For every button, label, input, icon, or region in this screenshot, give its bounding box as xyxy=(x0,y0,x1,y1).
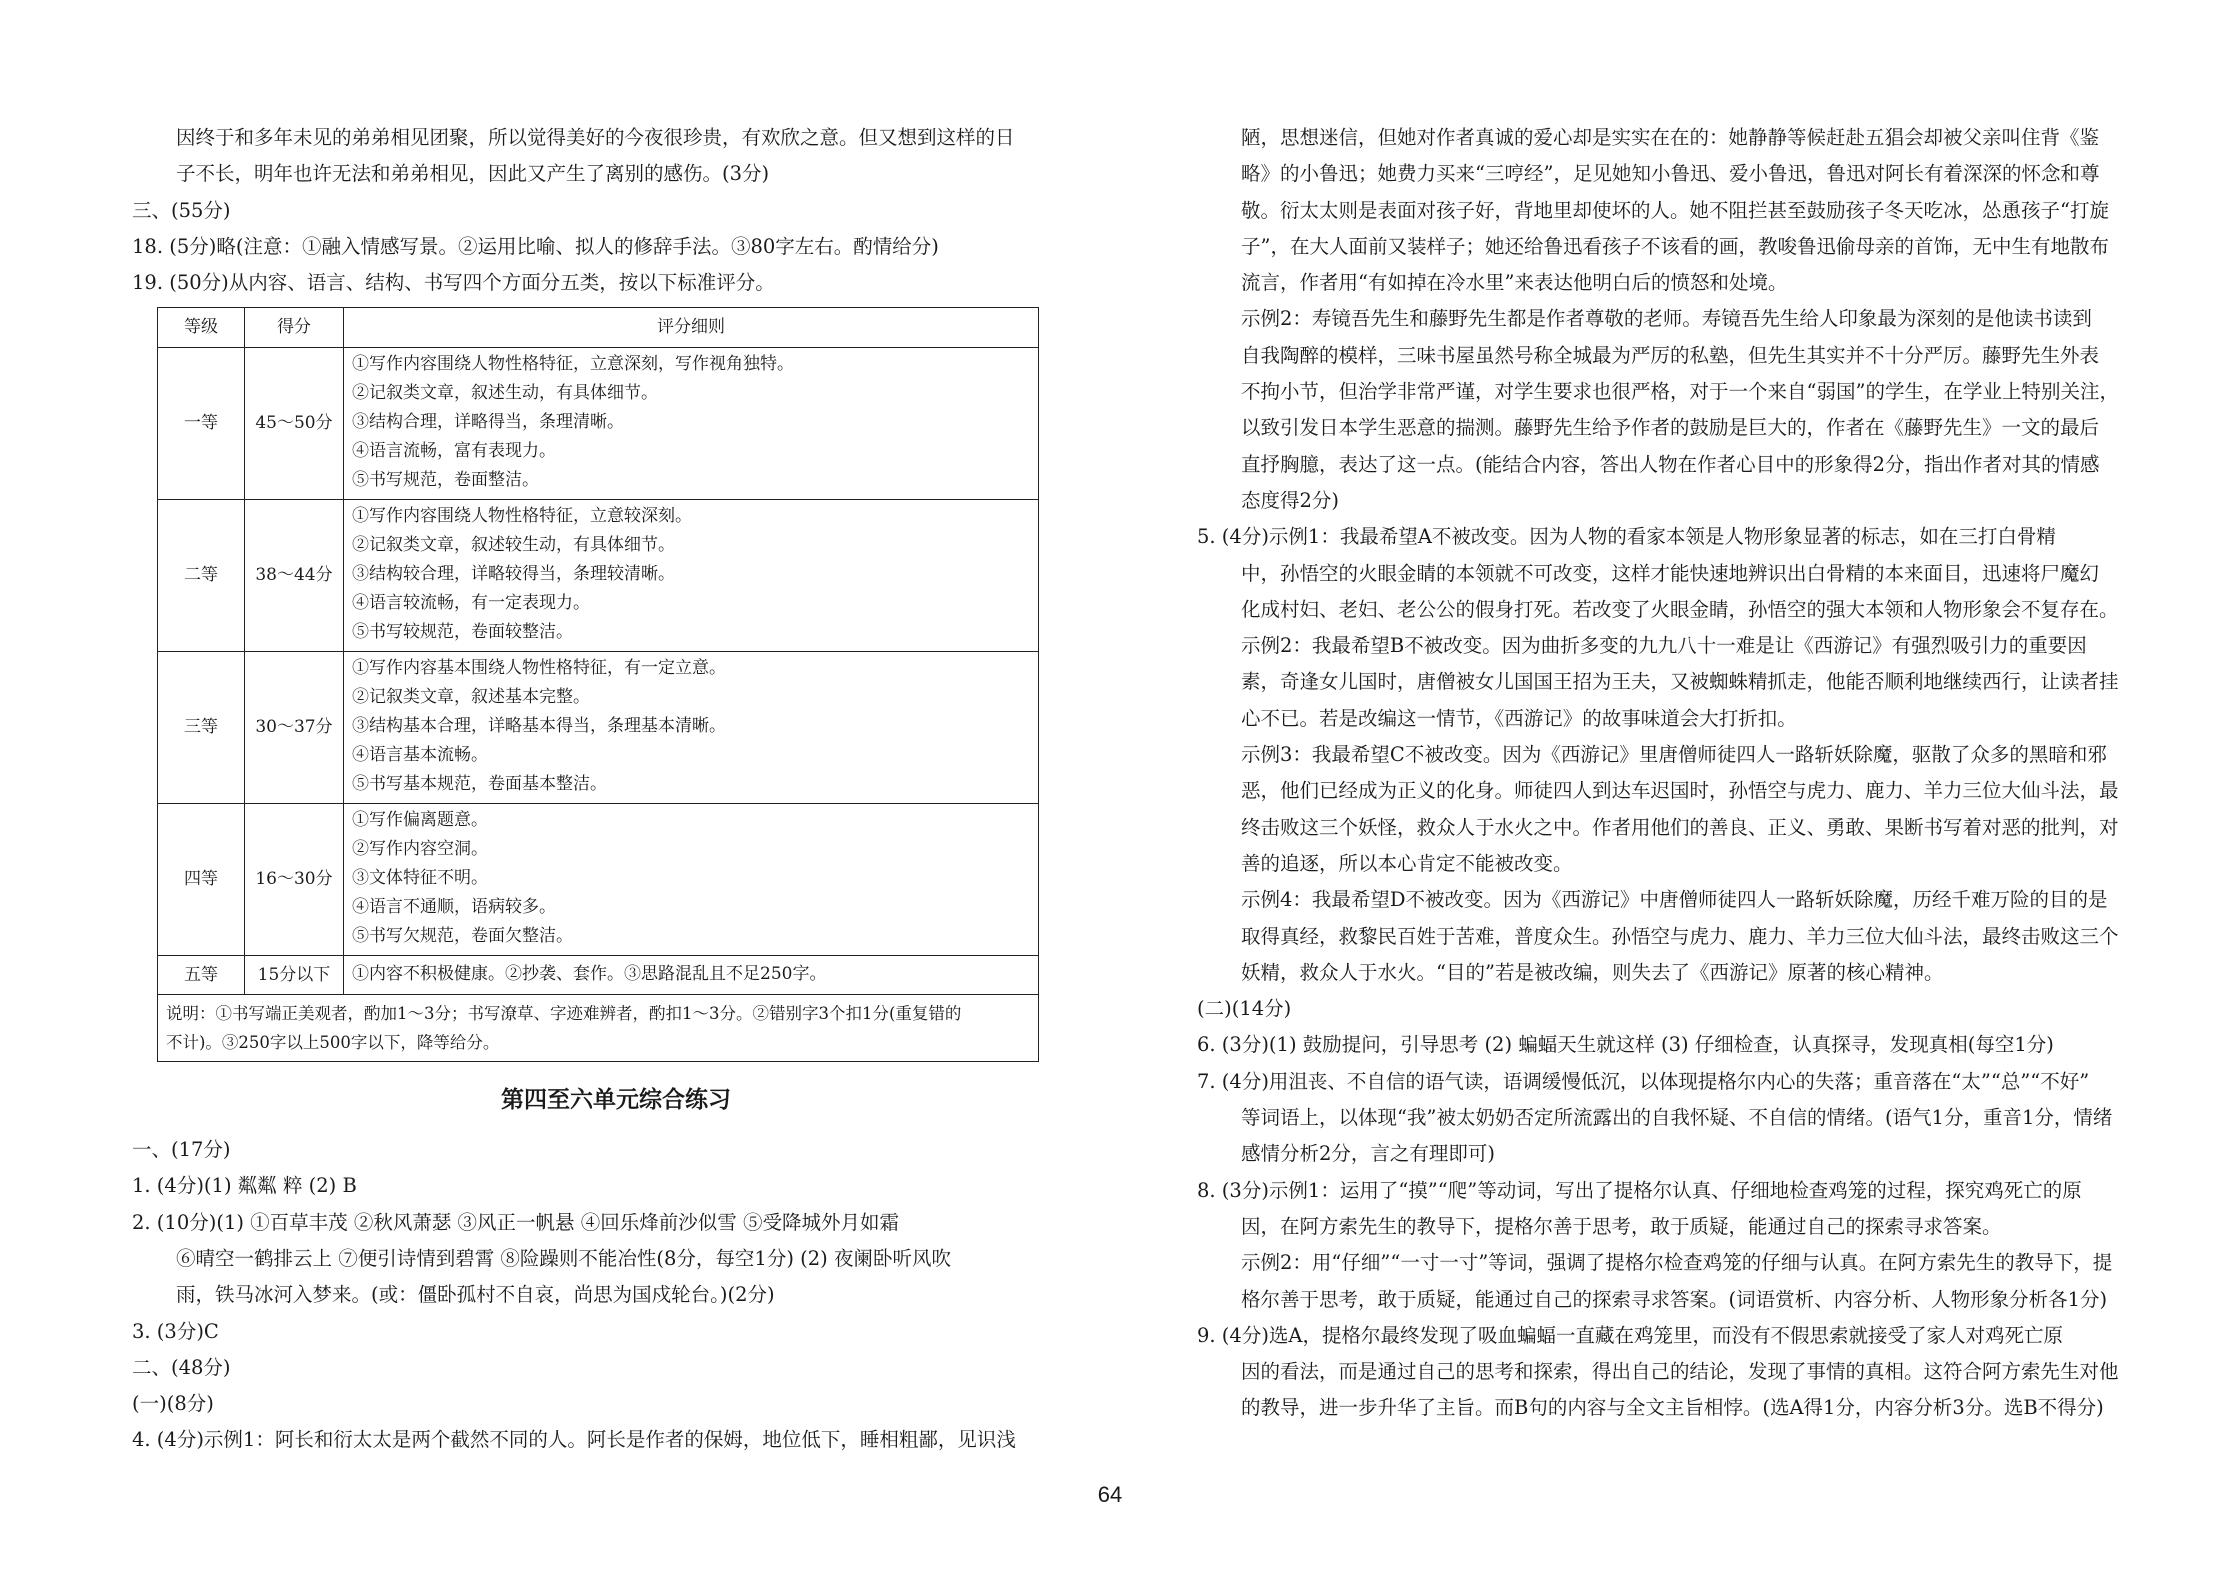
text-line: 因的看法，而是通过自己的思考和探索，得出自己的结论，发现了事情的真相。这符合阿方索先生对他 xyxy=(1241,1360,2119,1384)
text-line: ⑥晴空一鹤排云上 ⑦便引诗情到碧霄 ⑧险躁则不能冶性(8分，每空1分) (2) 夜阑卧听风吹 xyxy=(176,1246,951,1270)
table-row xyxy=(158,499,1039,651)
text-line: 1. (4分)(1) 粼粼 粹 (2) B xyxy=(132,1174,357,1198)
page-number: 64 xyxy=(1097,1482,1123,1507)
text-line: 一、(17分) xyxy=(132,1138,231,1162)
criteria-item: ④语言流畅，富有表现力。 xyxy=(352,440,556,461)
criteria-item: ⑤书写规范，卷面整洁。 xyxy=(352,469,539,490)
text-line: 子”，在大人面前又装样子；她还给鲁迅看孩子不该看的画，教唆鲁迅偷母亲的首饰，无中生有地散布 xyxy=(1241,234,2109,258)
grade-criteria xyxy=(344,803,1039,955)
text-line: 示例2：我最希望B不被改变。因为曲折多变的九九八十一难是让《西游记》有强烈吸引力的重要因 xyxy=(1241,634,2087,658)
criteria-item: ①写作偏离题意。 xyxy=(352,809,488,830)
text-line: 三、(55分) xyxy=(132,198,231,222)
criteria-item: ④语言基本流畅。 xyxy=(352,744,488,765)
text-line: 因终于和多年未见的弟弟相见团聚，所以觉得美好的今夜很珍贵，有欢欣之意。但又想到这样的日 xyxy=(176,126,1015,149)
text-line: 示例3：我最希望C不被改变。因为《西游记》里唐僧师徒四人一路斩妖除魔，驱散了众多的黑暗和邪 xyxy=(1241,743,2107,767)
text-line: 格尔善于思考，敢于质疑，能通过自己的探索寻求答案。(词语赏析、内容分析、人物形象分析各1分) xyxy=(1241,1287,2108,1311)
criteria-item: ③结构合理，详略得当，条理清晰。 xyxy=(352,411,624,432)
table-header-row xyxy=(158,308,1039,347)
criteria-item: ①写作内容基本围绕人物性格特征，有一定立意。 xyxy=(352,657,726,678)
text-line: 略》的小鲁迅；她费力买来“三哼经”，足见她知小鲁迅、爱小鲁迅，鲁迅对阿长有着深深的怀念和尊 xyxy=(1241,162,2100,186)
table-body xyxy=(158,347,1039,1061)
text-line: 素，奇逢女儿国时，唐僧被女儿国国王招为王夫，又被蜘蛛精抓走，他能否顺利地继续西行，让读者挂 xyxy=(1241,670,2119,694)
text-line: 妖精，救众人于水火。“目的”若是被改编，则失去了《西游记》原著的核心精神。 xyxy=(1241,960,1944,984)
grade-score: 30～37分 xyxy=(245,651,344,803)
text-line: 示例2：寿镜吾先生和藤野先生都是作者尊敬的老师。寿镜吾先生给人印象最为深刻的是他读书读到 xyxy=(1241,307,2092,331)
left-bottom-text xyxy=(132,1132,1070,1459)
text-line: 的教导，进一步升华了主旨。而B句的内容与全文主旨相悖。(选A得1分，内容分析3分。选B不得分) xyxy=(1241,1396,2104,1420)
header-score: 得分 xyxy=(245,308,344,347)
text-line: 二、(48分) xyxy=(132,1355,231,1379)
table-row xyxy=(158,651,1039,803)
table-note xyxy=(158,995,1039,1062)
grade-criteria xyxy=(344,651,1039,803)
text-line: 示例2：用“仔细”“一寸一寸”等词，强调了提格尔检查鸡笼的仔细与认真。在阿方索先生的教导下，提 xyxy=(1241,1251,2113,1275)
text-line: (一)(8分) xyxy=(132,1392,214,1416)
grade-level: 五等 xyxy=(158,955,245,994)
text-line: 6. (3分)(1) 鼓励提问，引导思考 (2) 蝙蝠天生就这样 (3) 仔细检查，认真探寻，发现真相(每空1分) xyxy=(1197,1033,2054,1057)
text-line: 恶，他们已经成为正义的化身。师徒四人到达车迟国时，孙悟空与虎力、鹿力、羊力三位大仙斗法，最 xyxy=(1241,779,2119,803)
note-line: 说明：①书写端正美观者，酌加1～3分；书写潦草、字迹难辨者，酌扣1～3分。②错别字3个扣1分(重复错的 xyxy=(166,1004,962,1024)
text-line: 4. (4分)示例1：阿长和衍太太是两个截然不同的人。阿长是作者的保姆，地位低下，睡相粗鄙，见识浅 xyxy=(132,1428,1016,1452)
criteria-item: ②记叙类文章，叙述基本完整。 xyxy=(352,686,590,707)
header-level: 等级 xyxy=(158,308,245,347)
grade-level: 四等 xyxy=(158,803,245,955)
criteria-item: ②记叙类文章，叙述生动，有具体细节。 xyxy=(352,382,658,403)
text-line: (二)(14分) xyxy=(1197,997,1292,1021)
criteria-item: ⑤书写较规范，卷面较整洁。 xyxy=(352,621,573,642)
text-line: 终击败这三个妖怪，救众人于水火之中。作者用他们的善良、正义、勇敢、果断书写着对恶的批判，对 xyxy=(1241,815,2119,839)
text-line: 子不长，明年也许无法和弟弟相见，因此又产生了离别的感伤。(3分) xyxy=(176,162,770,186)
text-line: 18. (5分)略(注意：①融入情感写景。②运用比喻、拟人的修辞手法。③80字左右。酌情给分) xyxy=(132,234,939,258)
table-row xyxy=(158,803,1039,955)
grading-table xyxy=(157,307,1039,1062)
text-line: 雨，铁马冰河入梦来。(或：僵卧孤村不自哀，尚思为国戍轮台。)(2分) xyxy=(176,1283,775,1307)
text-line: 等词语上，以体现“我”被太奶奶否定所流露出的自我怀疑、不自信的情绪。(语气1分，重音1分，情绪 xyxy=(1241,1106,2113,1130)
criteria-item: ④语言较流畅，有一定表现力。 xyxy=(352,592,590,613)
grade-score: 45～50分 xyxy=(245,347,344,499)
section-title: 第四至六单元综合练习 xyxy=(501,1087,731,1114)
text-line: 19. (50分)从内容、语言、结构、书写四个方面分五类，按以下标准评分。 xyxy=(132,271,775,295)
text-line: 陋，思想迷信，但她对作者真诚的爱心却是实实在在的：她静静等候赶赴五猖会却被父亲叫住背《鉴 xyxy=(1241,126,2100,149)
text-line: 取得真经，救黎民百姓于苦难，普度众生。孙悟空与虎力、鹿力、羊力三位大仙斗法，最终击败这三个 xyxy=(1241,924,2119,948)
header-criteria: 评分细则 xyxy=(344,308,1039,347)
criteria-item: ②写作内容空洞。 xyxy=(352,838,488,859)
grade-score: 38～44分 xyxy=(245,499,344,651)
criteria-item: ①写作内容围绕人物性格特征，立意深刻，写作视角独特。 xyxy=(352,353,794,374)
grade-criteria xyxy=(344,347,1039,499)
text-line: 中，孙悟空的火眼金睛的本领就不可改变，这样才能快速地辨识出白骨精的本来面目，迅速将尸魔幻 xyxy=(1241,561,2100,585)
text-line: 感情分析2分，言之有理即可) xyxy=(1241,1142,1496,1166)
left-column xyxy=(132,120,1070,1459)
text-line: 以致引发日本学生恶意的揣测。藤野先生给予作者的鼓励是巨大的，作者在《藤野先生》一文的最后 xyxy=(1241,416,2100,440)
text-line: 3. (3分)C xyxy=(132,1319,219,1343)
criteria-item: ①内容不积极健康。②抄袭、套作。③思路混乱且不足250字。 xyxy=(352,964,827,985)
text-line: 自我陶醉的模样，三味书屋虽然号称全城最为严厉的私塾，但先生其实并不十分严厉。藤野先生外表 xyxy=(1241,343,2100,367)
table-row xyxy=(158,347,1039,499)
criteria-item: ②记叙类文章，叙述较生动，有具体细节。 xyxy=(352,534,675,555)
criteria-item: ①写作内容围绕人物性格特征，立意较深刻。 xyxy=(352,505,692,526)
text-line: 示例4：我最希望D不被改变。因为《西游记》中唐僧师徒四人一路斩妖除魔，历经千难万险的目的是 xyxy=(1241,888,2108,912)
text-line: 心不已。若是改编这一情节，《西游记》的故事味道会大打折扣。 xyxy=(1241,706,1797,730)
text-line: 因，在阿方索先生的教导下，提格尔善于思考，敢于质疑，能通过自己的探索寻求答案。 xyxy=(1241,1214,2002,1238)
criteria-item: ③结构较合理，详略较得当，条理较清晰。 xyxy=(352,563,675,584)
text-line: 2. (10分)(1) ①百草丰茂 ②秋风萧瑟 ③风正一帆悬 ④回乐烽前沙似雪 ⑤受降城外月如霜 xyxy=(132,1210,899,1234)
text-line: 化成村妇、老妇、老公公的假身打死。若改变了火眼金睛，孙悟空的强大本领和人物形象会不复存在。 xyxy=(1241,597,2119,621)
criteria-item: ⑤书写欠规范，卷面欠整洁。 xyxy=(352,925,573,946)
text-line: 流言，作者用“有如掉在冷水里”来表达他明白后的愤怒和处境。 xyxy=(1241,271,1788,295)
text-line: 态度得2分) xyxy=(1241,488,1340,512)
grade-level: 二等 xyxy=(158,499,245,651)
table-row xyxy=(158,955,1039,994)
text-line: 7. (4分)用沮丧、不自信的语气读，语调缓慢低沉，以体现提格尔内心的失落；重音落在“太”“总”“不好” xyxy=(1197,1069,2090,1093)
grade-criteria xyxy=(344,955,1039,994)
criteria-item: ④语言不通顺，语病较多。 xyxy=(352,896,556,917)
grade-score: 15分以下 xyxy=(245,955,344,994)
left-top-text xyxy=(132,120,1070,301)
text-line: 8. (3分)示例1：运用了“摸”“爬”等动词，写出了提格尔认真、仔细地检查鸡笼的过程，探究鸡死亡的原 xyxy=(1197,1178,2082,1202)
grade-level: 一等 xyxy=(158,347,245,499)
text-line: 9. (4分)选A，提格尔最终发现了吸血蝙蝠一直藏在鸡笼里，而没有不假思索就接受了家人对鸡死亡原 xyxy=(1197,1323,2064,1347)
text-line: 不拘小节，但治学非常严谨，对学生要求也很严格，对于一个来自“弱国”的学生，在学业上特别关注， xyxy=(1241,380,2119,404)
text-line: 敬。衍太太则是表面对孩子好，背地里却使坏的人。她不阻拦甚至鼓励孩子冬天吃冰，怂恿孩子“打旋 xyxy=(1241,198,2109,222)
note-line: 不计)。③250字以上500字以下，降等给分。 xyxy=(166,1033,500,1053)
criteria-item: ③结构基本合理，详略基本得当，条理基本清晰。 xyxy=(352,715,726,736)
criteria-item: ⑤书写基本规范，卷面基本整洁。 xyxy=(352,773,607,794)
table-note-row xyxy=(158,995,1039,1062)
text-line: 5. (4分)示例1：我最希望A不被改变。因为人物的看家本领是人物形象显著的标志，如在三打白骨精 xyxy=(1197,525,2056,549)
grade-score: 16～30分 xyxy=(245,803,344,955)
right-column xyxy=(1197,120,2119,1427)
text-line: 善的追逐，所以本心肯定不能被改变。 xyxy=(1241,851,1573,875)
text-line: 直抒胸臆，表达了这一点。(能结合内容，答出人物在作者心目中的形象得2分，指出作者对其的情感 xyxy=(1241,452,2100,476)
grade-level: 三等 xyxy=(158,651,245,803)
grade-criteria xyxy=(344,499,1039,651)
criteria-item: ③文体特征不明。 xyxy=(352,867,488,888)
